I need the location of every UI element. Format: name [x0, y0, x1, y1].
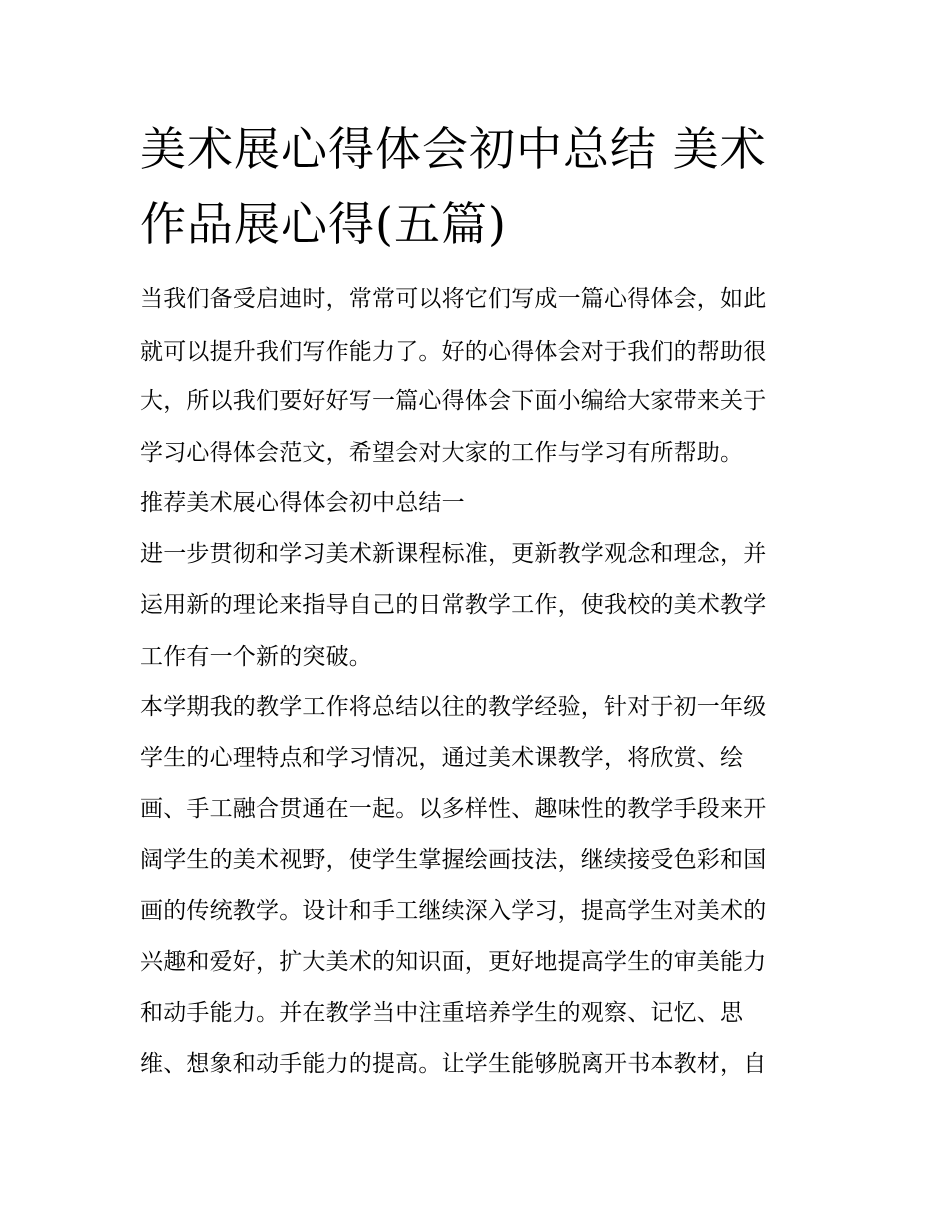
body-line-16: 维、想象和动手能力的提高。让学生能够脱离开书本教材，自 [140, 1051, 767, 1077]
body-line-8: 工作有一个新的突破。 [140, 644, 372, 670]
title-line-2: 作品展心得(五篇) [140, 197, 507, 251]
body-line-2: 就可以提升我们写作能力了。好的心得体会对于我们的帮助很 [140, 339, 767, 365]
body-line-4: 学习心得体会范文，希望会对大家的工作与学习有所帮助。 [140, 440, 744, 466]
body-line-11: 画、手工融合贯通在一起。以多样性、趣味性的教学手段来开 [140, 796, 767, 822]
body-line-9: 本学期我的教学工作将总结以往的教学经验，针对于初一年级 [140, 694, 767, 720]
body-line-14: 兴趣和爱好，扩大美术的知识面，更好地提高学生的审美能力 [140, 949, 767, 975]
body-line-15: 和动手能力。并在教学当中注重培养学生的观察、记忆、思 [140, 1000, 744, 1026]
body-line-7: 运用新的理论来指导自己的日常教学工作，使我校的美术教学 [140, 592, 767, 618]
body-line-1: 当我们备受启迪时，常常可以将它们写成一篇心得体会，如此 [140, 286, 767, 312]
body-line-6: 进一步贯彻和学习美术新课程标准，更新教学观念和理念，并 [140, 541, 767, 567]
document-title [140, 112, 820, 262]
body-line-13: 画的传统教学。设计和手工继续深入学习，提高学生对美术的 [140, 898, 767, 924]
body-line-12: 阔学生的美术视野，使学生掌握绘画技法，继续接受色彩和国 [140, 847, 767, 873]
title-line-1: 美术展心得体会初中总结 美术 [140, 122, 767, 176]
body-line-10: 学生的心理特点和学习情况，通过美术课教学，将欣赏、绘 [140, 745, 744, 771]
body-line-3: 大，所以我们要好好写一篇心得体会下面小编给大家带来关于 [140, 388, 767, 414]
section-heading: 推荐美术展心得体会初中总结一 [140, 490, 465, 516]
